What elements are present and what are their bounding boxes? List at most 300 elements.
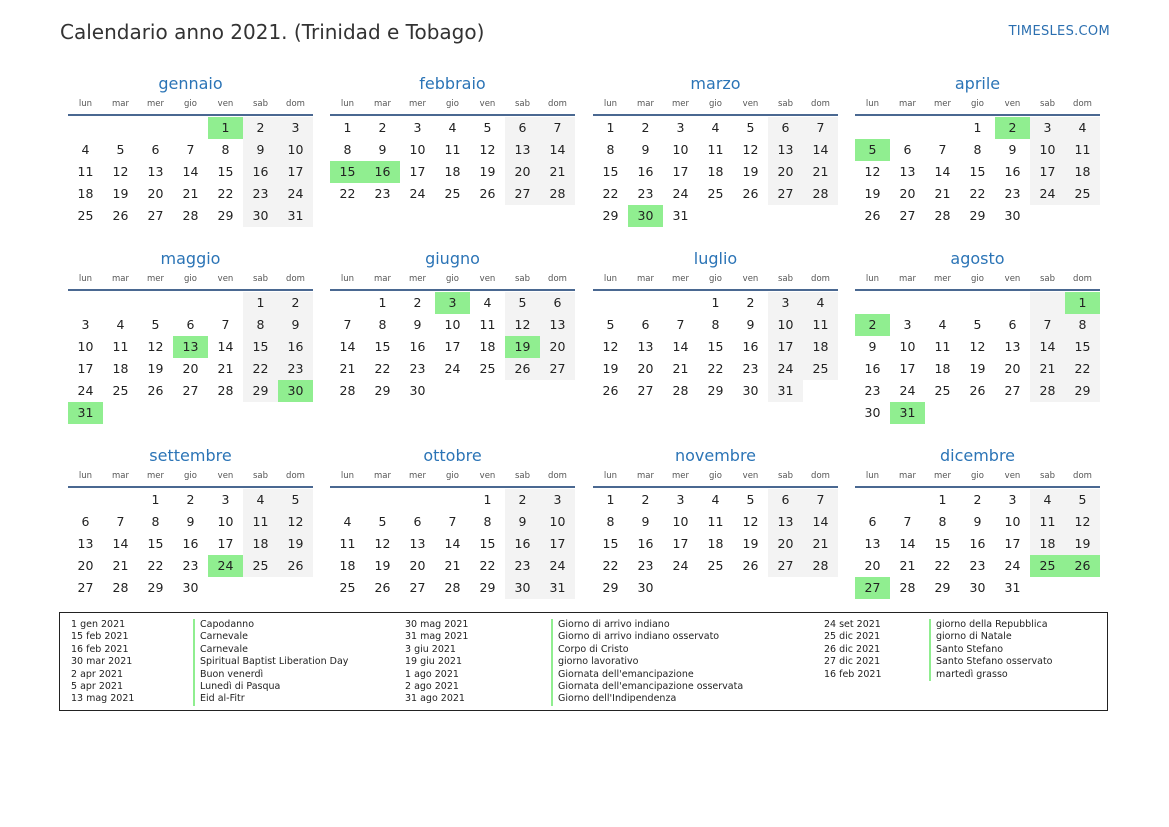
day-cell: 8 <box>343 142 352 157</box>
day-cell: 30 <box>243 205 278 227</box>
legend-holiday-name: Lunedì di Pasqua <box>193 681 348 693</box>
day-cell: 26 <box>147 383 164 398</box>
day-cell: 21 <box>803 161 838 183</box>
day-cell: 28 <box>934 208 951 223</box>
weekday-label: ven <box>742 274 759 284</box>
day-cell: 7 <box>803 117 838 139</box>
day-cell: 8 <box>483 514 492 529</box>
weekday-label: mar <box>112 274 129 284</box>
weekday-label: mer <box>408 274 426 284</box>
month-name: dicembre <box>939 446 1016 465</box>
day-cell: 24 <box>1030 183 1065 205</box>
day-cell: 9 <box>641 514 650 529</box>
empty-cell <box>890 489 925 511</box>
legend-holiday-name: Giorno di arrivo indiano <box>551 619 743 631</box>
day-cell: 23 <box>374 186 391 201</box>
day-cell: 20 <box>182 361 199 376</box>
day-cell: 18 <box>707 164 724 179</box>
day-cell: 14 <box>339 339 356 354</box>
day-cell: 6 <box>413 514 422 529</box>
legend-date: 26 dic 2021 <box>824 643 881 655</box>
empty-cell <box>925 292 960 314</box>
weekday-label: lun <box>78 471 93 481</box>
day-cell: 2 <box>278 292 313 314</box>
day-cell: 3 <box>81 317 90 332</box>
day-cell: 21 <box>444 558 461 573</box>
day-cell: 13 <box>147 164 164 179</box>
day-cell: 18 <box>479 339 496 354</box>
day-cell: 16 <box>182 536 199 551</box>
legend-date: 2 apr 2021 <box>71 668 124 680</box>
legend-holiday-name: Eid al-Fitr <box>193 693 348 705</box>
weekday-label: mer <box>933 99 951 109</box>
day-cell: 5 <box>606 317 615 332</box>
legend-holiday-name: giorno lavorativo <box>551 656 743 668</box>
weekday-label: mer <box>933 274 951 284</box>
empty-cell <box>103 117 138 139</box>
day-cell: 19 <box>742 164 759 179</box>
weekday-header <box>330 98 575 116</box>
weekday-header <box>855 470 1100 488</box>
month-maggio <box>68 249 313 424</box>
legend-holiday-name: Carnevale <box>193 631 348 643</box>
day-cell: 5 <box>483 120 492 135</box>
legend-date: 30 mar 2021 <box>71 656 133 668</box>
weekday-label: mer <box>933 471 951 481</box>
day-cell: 11 <box>934 339 951 354</box>
weekday-label: mer <box>671 274 689 284</box>
day-cell: 15 <box>707 339 724 354</box>
empty-cell <box>470 380 505 402</box>
weekday-header <box>855 98 1100 116</box>
holiday-day-cell: 2 <box>995 117 1030 139</box>
weekday-label: sab <box>514 274 531 284</box>
day-cell: 4 <box>343 514 352 529</box>
day-cell: 19 <box>602 361 619 376</box>
weekday-label: mar <box>899 471 916 481</box>
day-cell: 28 <box>1030 380 1065 402</box>
weekday-label: lun <box>865 99 880 109</box>
month-name: ottobre <box>423 446 482 465</box>
month-agosto <box>855 249 1100 424</box>
day-cell: 15 <box>147 536 164 551</box>
day-cell: 19 <box>742 536 759 551</box>
weekday-label: mar <box>374 99 391 109</box>
empty-cell <box>173 117 208 139</box>
day-cell: 8 <box>243 314 278 336</box>
day-cell: 8 <box>221 142 230 157</box>
day-cell: 19 <box>1065 533 1100 555</box>
day-cell: 28 <box>217 383 234 398</box>
legend-date: 2 ago 2021 <box>405 681 459 693</box>
empty-cell <box>768 577 803 599</box>
holiday-day-cell: 16 <box>365 161 400 183</box>
day-cell: 11 <box>707 514 724 529</box>
day-cell: 20 <box>1004 361 1021 376</box>
day-cell: 26 <box>374 580 391 595</box>
day-cell: 22 <box>934 558 951 573</box>
holiday-day-cell: 3 <box>435 292 470 314</box>
day-cell: 2 <box>186 492 195 507</box>
weekday-label: dom <box>811 274 830 284</box>
day-cell: 10 <box>444 317 461 332</box>
weekday-label: ven <box>1004 99 1021 109</box>
day-cell: 5 <box>505 292 540 314</box>
day-cell: 6 <box>151 142 160 157</box>
day-cell: 27 <box>768 183 803 205</box>
day-cell: 30 <box>742 383 759 398</box>
weekday-label: sab <box>777 274 794 284</box>
legend-date: 27 dic 2021 <box>824 656 881 668</box>
day-cell: 21 <box>1030 358 1065 380</box>
day-cell: 17 <box>540 533 575 555</box>
day-cell: 18 <box>1030 533 1065 555</box>
day-cell: 10 <box>217 514 234 529</box>
day-cell: 17 <box>899 361 916 376</box>
day-cell: 29 <box>934 580 951 595</box>
day-cell: 1 <box>606 492 615 507</box>
empty-cell <box>768 205 803 227</box>
day-cell: 21 <box>217 361 234 376</box>
day-cell: 10 <box>899 339 916 354</box>
day-cell: 21 <box>803 533 838 555</box>
day-cell: 4 <box>116 317 125 332</box>
empty-cell <box>243 577 278 599</box>
day-cell: 23 <box>637 186 654 201</box>
day-cell: 5 <box>746 120 755 135</box>
empty-cell <box>435 380 470 402</box>
day-cell: 22 <box>339 186 356 201</box>
day-cell: 13 <box>768 511 803 533</box>
day-cell: 25 <box>479 361 496 376</box>
legend-dates-col-3 <box>824 619 882 681</box>
day-cell: 20 <box>637 361 654 376</box>
day-cell: 29 <box>243 380 278 402</box>
day-cell: 24 <box>540 555 575 577</box>
day-cell: 1 <box>606 120 615 135</box>
day-cell: 11 <box>444 142 461 157</box>
legend-date: 5 apr 2021 <box>71 681 124 693</box>
day-cell: 21 <box>899 558 916 573</box>
day-cell: 22 <box>374 361 391 376</box>
legend-dates-col-2 <box>405 619 468 706</box>
day-cell: 20 <box>540 336 575 358</box>
day-cell: 19 <box>147 361 164 376</box>
day-cell: 10 <box>672 142 689 157</box>
day-cell: 12 <box>147 339 164 354</box>
empty-cell <box>890 292 925 314</box>
day-cell: 2 <box>746 295 755 310</box>
month-name: settembre <box>149 446 232 465</box>
empty-cell <box>435 489 470 511</box>
empty-cell <box>628 292 663 314</box>
day-cell: 26 <box>742 186 759 201</box>
day-cell: 12 <box>479 142 496 157</box>
day-cell: 3 <box>1030 117 1065 139</box>
empty-cell <box>1030 292 1065 314</box>
weekday-label: lun <box>865 274 880 284</box>
day-cell: 16 <box>637 536 654 551</box>
day-cell: 6 <box>768 489 803 511</box>
day-cell: 8 <box>606 514 615 529</box>
weekday-label: dom <box>286 99 305 109</box>
day-cell: 22 <box>217 186 234 201</box>
day-cell: 4 <box>448 120 457 135</box>
day-cell: 25 <box>1065 183 1100 205</box>
empty-cell <box>803 380 838 402</box>
month-dicembre <box>855 446 1100 599</box>
day-cell: 12 <box>278 511 313 533</box>
weekday-label: sab <box>514 99 531 109</box>
day-cell: 10 <box>278 139 313 161</box>
day-cell: 18 <box>339 558 356 573</box>
day-cell: 15 <box>602 536 619 551</box>
weekday-label: lun <box>603 99 618 109</box>
day-cell: 27 <box>899 208 916 223</box>
day-cell: 14 <box>112 536 129 551</box>
day-cell: 26 <box>112 208 129 223</box>
day-cell: 25 <box>339 580 356 595</box>
day-cell: 16 <box>1004 164 1021 179</box>
day-grid <box>330 291 575 402</box>
empty-cell <box>1030 402 1065 424</box>
weekday-label: gio <box>971 274 984 284</box>
day-cell: 4 <box>243 489 278 511</box>
day-cell: 16 <box>409 339 426 354</box>
weekday-header <box>68 273 313 291</box>
day-cell: 17 <box>1004 536 1021 551</box>
legend-date: 30 mag 2021 <box>405 619 469 630</box>
day-cell: 13 <box>768 139 803 161</box>
empty-cell <box>103 402 138 424</box>
weekday-label: lun <box>340 274 355 284</box>
day-cell: 31 <box>768 380 803 402</box>
day-cell: 13 <box>505 139 540 161</box>
day-cell: 24 <box>672 186 689 201</box>
day-grid <box>593 291 838 402</box>
day-cell: 3 <box>540 489 575 511</box>
weekday-label: dom <box>811 99 830 109</box>
day-cell: 21 <box>112 558 129 573</box>
day-cell: 10 <box>672 514 689 529</box>
month-name: aprile <box>954 74 1001 93</box>
day-cell: 9 <box>973 514 982 529</box>
day-cell: 5 <box>151 317 160 332</box>
weekday-header <box>855 273 1100 291</box>
day-cell: 17 <box>217 536 234 551</box>
day-cell: 23 <box>505 555 540 577</box>
day-cell: 28 <box>803 555 838 577</box>
day-cell: 29 <box>479 580 496 595</box>
brand-link[interactable]: TIMESLES.COM <box>1008 24 1110 39</box>
day-cell: 15 <box>934 536 951 551</box>
month-name: giugno <box>425 249 480 268</box>
day-cell: 28 <box>803 183 838 205</box>
day-cell: 1 <box>483 492 492 507</box>
day-cell: 17 <box>278 161 313 183</box>
day-cell: 30 <box>505 577 540 599</box>
day-cell: 17 <box>672 536 689 551</box>
empty-cell <box>138 117 173 139</box>
day-cell: 11 <box>112 339 129 354</box>
day-cell: 14 <box>934 164 951 179</box>
day-cell: 31 <box>278 205 313 227</box>
day-cell: 7 <box>221 317 230 332</box>
day-cell: 16 <box>278 336 313 358</box>
empty-cell <box>278 402 313 424</box>
legend-date: 3 giu 2021 <box>405 643 456 655</box>
day-cell: 2 <box>505 489 540 511</box>
day-cell: 23 <box>742 361 759 376</box>
day-cell: 1 <box>973 120 982 135</box>
holiday-day-cell: 2 <box>855 314 890 336</box>
empty-cell <box>855 117 890 139</box>
day-cell: 24 <box>1004 558 1021 573</box>
day-cell: 15 <box>243 336 278 358</box>
weekday-label: sab <box>252 471 269 481</box>
day-grid <box>593 116 838 227</box>
weekday-label: gio <box>184 471 197 481</box>
legend-date: 24 set 2021 <box>824 619 881 630</box>
day-cell: 18 <box>803 336 838 358</box>
weekday-label: sab <box>1039 471 1056 481</box>
day-cell: 28 <box>182 208 199 223</box>
day-cell: 15 <box>1065 336 1100 358</box>
day-cell: 20 <box>768 533 803 555</box>
holiday-day-cell: 31 <box>68 402 103 424</box>
day-cell: 11 <box>479 317 496 332</box>
day-cell: 3 <box>676 120 685 135</box>
legend-holiday-name: martedì grasso <box>929 669 1053 681</box>
legend-holiday-name: Giornata dell'emancipazione <box>551 669 743 681</box>
legend-date: 16 feb 2021 <box>824 668 882 680</box>
day-cell: 13 <box>637 339 654 354</box>
day-cell: 16 <box>637 164 654 179</box>
day-cell: 7 <box>803 489 838 511</box>
day-grid <box>68 488 313 599</box>
empty-cell <box>1030 205 1065 227</box>
day-cell: 19 <box>374 558 391 573</box>
day-cell: 23 <box>182 558 199 573</box>
weekday-label: ven <box>217 99 234 109</box>
day-cell: 9 <box>1008 142 1017 157</box>
empty-cell <box>138 292 173 314</box>
weekday-label: mer <box>408 99 426 109</box>
day-cell: 23 <box>637 558 654 573</box>
day-cell: 21 <box>540 161 575 183</box>
day-cell: 17 <box>444 339 461 354</box>
day-cell: 6 <box>186 317 195 332</box>
weekday-label: lun <box>340 99 355 109</box>
day-cell: 23 <box>243 183 278 205</box>
legend-date: 19 giu 2021 <box>405 656 462 668</box>
legend-holiday-name: Spiritual Baptist Liberation Day <box>193 656 348 668</box>
day-cell: 11 <box>339 536 356 551</box>
day-cell: 9 <box>746 317 755 332</box>
day-cell: 7 <box>343 317 352 332</box>
day-cell: 31 <box>1004 580 1021 595</box>
empty-cell <box>330 489 365 511</box>
day-cell: 23 <box>278 358 313 380</box>
day-cell: 6 <box>768 117 803 139</box>
weekday-label: mar <box>637 471 654 481</box>
day-grid <box>68 291 313 424</box>
holiday-day-cell: 25 <box>1030 555 1065 577</box>
day-cell: 11 <box>803 314 838 336</box>
day-cell: 9 <box>505 511 540 533</box>
day-cell: 6 <box>540 292 575 314</box>
day-cell: 24 <box>444 361 461 376</box>
day-cell: 10 <box>1030 139 1065 161</box>
weekday-label: sab <box>1039 274 1056 284</box>
empty-cell <box>208 292 243 314</box>
weekday-label: mer <box>408 471 426 481</box>
empty-cell <box>593 292 628 314</box>
day-cell: 7 <box>938 142 947 157</box>
empty-cell <box>960 292 995 314</box>
day-cell: 6 <box>1008 317 1017 332</box>
weekday-label: dom <box>548 99 567 109</box>
weekday-label: dom <box>548 274 567 284</box>
day-cell: 28 <box>899 580 916 595</box>
day-cell: 8 <box>606 142 615 157</box>
day-cell: 7 <box>116 514 125 529</box>
day-cell: 9 <box>278 314 313 336</box>
weekday-header <box>593 470 838 488</box>
day-cell: 27 <box>77 580 94 595</box>
day-cell: 29 <box>1065 380 1100 402</box>
day-cell: 4 <box>81 142 90 157</box>
day-grid <box>593 488 838 599</box>
day-cell: 6 <box>505 117 540 139</box>
day-cell: 20 <box>409 558 426 573</box>
day-cell: 12 <box>742 142 759 157</box>
day-cell: 10 <box>540 511 575 533</box>
day-cell: 17 <box>77 361 94 376</box>
weekday-label: ven <box>217 274 234 284</box>
empty-cell <box>855 292 890 314</box>
day-cell: 12 <box>602 339 619 354</box>
empty-cell <box>330 292 365 314</box>
empty-cell <box>1065 205 1100 227</box>
holiday-day-cell: 5 <box>855 139 890 161</box>
day-cell: 29 <box>602 208 619 223</box>
day-cell: 14 <box>803 139 838 161</box>
holiday-day-cell: 1 <box>208 117 243 139</box>
day-cell: 1 <box>243 292 278 314</box>
empty-cell <box>803 577 838 599</box>
empty-cell <box>663 292 698 314</box>
day-cell: 22 <box>602 558 619 573</box>
empty-cell <box>208 402 243 424</box>
month-name: maggio <box>160 249 221 268</box>
day-cell: 1 <box>938 492 947 507</box>
empty-cell <box>733 205 768 227</box>
month-settembre <box>68 446 313 599</box>
weekday-label: dom <box>548 471 567 481</box>
day-cell: 9 <box>378 142 387 157</box>
day-cell: 28 <box>112 580 129 595</box>
day-grid <box>855 291 1100 424</box>
legend-names-col-1 <box>193 619 348 706</box>
empty-cell <box>208 577 243 599</box>
weekday-label: lun <box>865 471 880 481</box>
day-cell: 13 <box>899 164 916 179</box>
day-cell: 3 <box>1008 492 1017 507</box>
day-cell: 14 <box>444 536 461 551</box>
empty-cell <box>68 489 103 511</box>
day-cell: 30 <box>1004 208 1021 223</box>
